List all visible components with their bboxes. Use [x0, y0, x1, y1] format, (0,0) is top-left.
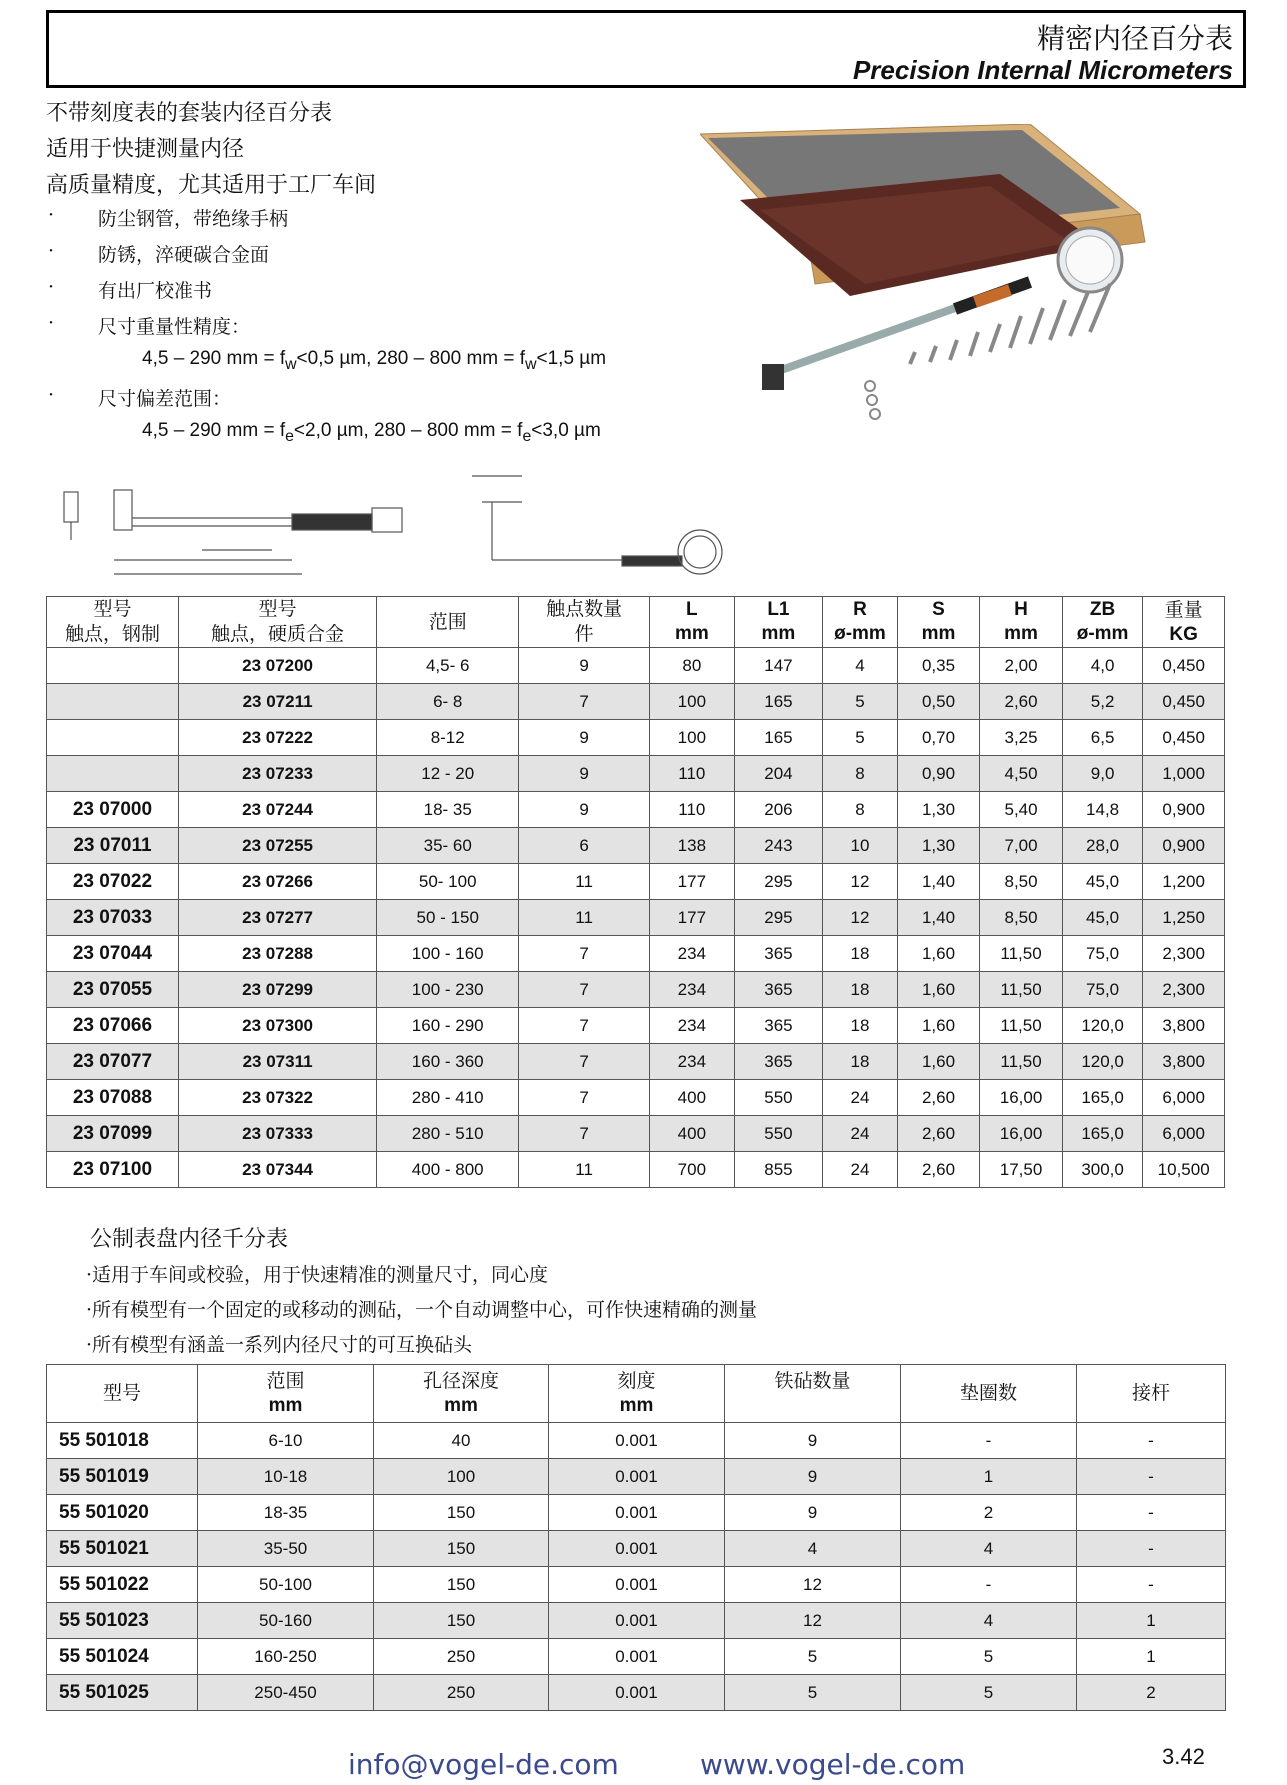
table-cell: 23 07333 [178, 1116, 376, 1152]
table-row [47, 1495, 1226, 1531]
table-cell: 35- 60 [377, 828, 519, 864]
table-cell: 855 [734, 1152, 823, 1188]
table-cell: 7 [519, 1044, 650, 1080]
table-cell: 365 [734, 1044, 823, 1080]
col-header: H mm [980, 597, 1063, 648]
table-cell: 7 [519, 972, 650, 1008]
table-cell: 550 [734, 1116, 823, 1152]
table-cell: 35-50 [198, 1531, 374, 1567]
table-cell: 9 [519, 756, 650, 792]
bullet-item: · 防锈，淬硬碳合金面 [48, 240, 270, 266]
col-header: 型号 触点，硬质合金 [178, 597, 376, 648]
table-cell: 50-160 [198, 1603, 374, 1639]
table-row [47, 828, 1225, 864]
table-cell: 100 - 230 [377, 972, 519, 1008]
table-cell: 9,0 [1062, 756, 1143, 792]
table-cell: 550 [734, 1080, 823, 1116]
table-row [47, 1152, 1225, 1188]
table-cell: 23 07300 [178, 1008, 376, 1044]
table-cell: 204 [734, 756, 823, 792]
table-row [47, 1567, 1226, 1603]
table-cell: 9 [725, 1423, 901, 1459]
table-row [47, 864, 1225, 900]
table-cell: 6,5 [1062, 720, 1143, 756]
footer-website-link[interactable]: www.vogel-de.com [700, 1748, 966, 1781]
table-cell: 55 501025 [47, 1675, 198, 1711]
table-cell: 9 [519, 648, 650, 684]
table-cell: 1,000 [1143, 756, 1225, 792]
table-cell: 0,35 [897, 648, 980, 684]
col-header: 型号 [47, 1365, 198, 1423]
table-cell: 23 07244 [178, 792, 376, 828]
table-cell: 23 07277 [178, 900, 376, 936]
table-cell: 0,450 [1143, 720, 1225, 756]
table-row [47, 648, 1225, 684]
table-cell: 1,60 [897, 1008, 980, 1044]
table-cell: 243 [734, 828, 823, 864]
table-cell: 0,450 [1143, 648, 1225, 684]
table-cell: 9 [725, 1495, 901, 1531]
table-row [47, 756, 1225, 792]
table-cell: 12 [725, 1567, 901, 1603]
col-header: L1 mm [734, 597, 823, 648]
table-cell [47, 756, 179, 792]
table-cell: 18- 35 [377, 792, 519, 828]
table-cell: 55 501019 [47, 1459, 198, 1495]
table-row [47, 1044, 1225, 1080]
table-row [47, 1531, 1226, 1567]
table-cell: 165 [734, 684, 823, 720]
table-cell: 18 [823, 1044, 898, 1080]
table-cell: 1,40 [897, 864, 980, 900]
table-cell: 150 [374, 1567, 549, 1603]
table-cell: 0,900 [1143, 792, 1225, 828]
table-cell: 55 501021 [47, 1531, 198, 1567]
table-cell: 1,60 [897, 1044, 980, 1080]
table-cell: 365 [734, 1008, 823, 1044]
table-cell: 23 07044 [47, 936, 179, 972]
table-cell: 5 [725, 1675, 901, 1711]
table-cell: 1,60 [897, 936, 980, 972]
table-cell: 75,0 [1062, 936, 1143, 972]
table-cell: 1,60 [897, 972, 980, 1008]
table-cell: 6,000 [1143, 1080, 1225, 1116]
table-cell: 100 [650, 684, 735, 720]
table-cell: 23 07288 [178, 936, 376, 972]
table-cell: 5 [901, 1675, 1077, 1711]
intro-line-1: 适用于快捷测量内径 [46, 137, 245, 162]
table-cell: 295 [734, 900, 823, 936]
intro-title: 不带刻度表的套装内径百分表 [46, 101, 333, 126]
table-cell: 12 [725, 1603, 901, 1639]
table-cell: 9 [519, 720, 650, 756]
table-cell: - [901, 1567, 1077, 1603]
section2 [86, 1222, 758, 1365]
table-cell: 12 - 20 [377, 756, 519, 792]
table-cell: 120,0 [1062, 1008, 1143, 1044]
table-cell: 8-12 [377, 720, 519, 756]
table-cell: 11,50 [980, 972, 1063, 1008]
table-cell: 2,60 [897, 1080, 980, 1116]
table-row [47, 684, 1225, 720]
table-cell: 50 - 150 [377, 900, 519, 936]
spec-table-2 [46, 1364, 1226, 1711]
table-cell: 2,60 [897, 1152, 980, 1188]
table-cell: 8 [823, 792, 898, 828]
table-cell: 110 [650, 792, 735, 828]
table-cell: 23 07211 [178, 684, 376, 720]
table-cell: 234 [650, 936, 735, 972]
table-row [47, 936, 1225, 972]
table-cell: 3,25 [980, 720, 1063, 756]
table-cell: 250 [374, 1639, 549, 1675]
table-cell: 2 [901, 1495, 1077, 1531]
table-cell: 4,0 [1062, 648, 1143, 684]
table-row [47, 720, 1225, 756]
table-cell: 2,00 [980, 648, 1063, 684]
table-cell: 365 [734, 972, 823, 1008]
table-cell: 295 [734, 864, 823, 900]
table-cell: 2,300 [1143, 972, 1225, 1008]
col-header: 铁砧数量 [725, 1365, 901, 1423]
table-cell: 3,800 [1143, 1008, 1225, 1044]
table-cell: - [1077, 1531, 1226, 1567]
table-cell: 10 [823, 828, 898, 864]
table-row [47, 1603, 1226, 1639]
table-cell: 23 07344 [178, 1152, 376, 1188]
bullet-item: · 尺寸偏差范围： [48, 384, 232, 410]
table-row [47, 792, 1225, 828]
section2-point: ·所有模型有一个固定的或移动的测砧，一个自动调整中心，可作快速精确的测量 [86, 1299, 758, 1321]
table-cell: 138 [650, 828, 735, 864]
col-header: 重量 KG [1143, 597, 1225, 648]
table-cell: 14,8 [1062, 792, 1143, 828]
section2-title: 公制表盘内径千分表 [90, 1227, 289, 1252]
table-cell: 7,00 [980, 828, 1063, 864]
table-cell: 0.001 [549, 1639, 725, 1675]
table-cell: 7 [519, 1116, 650, 1152]
table-cell: 7 [519, 936, 650, 972]
table-cell: 6 [519, 828, 650, 864]
table1-header-row [47, 597, 1225, 648]
table-cell: 11,50 [980, 1008, 1063, 1044]
table-cell: 280 - 410 [377, 1080, 519, 1116]
table-cell: 160 - 290 [377, 1008, 519, 1044]
table-cell: 120,0 [1062, 1044, 1143, 1080]
table-cell: 177 [650, 864, 735, 900]
table-cell: 0,450 [1143, 684, 1225, 720]
table-row [47, 900, 1225, 936]
table-cell: 8 [823, 756, 898, 792]
table-cell: 0,70 [897, 720, 980, 756]
bullet-item: · 防尘钢管，带绝缘手柄 [48, 204, 289, 230]
table-cell: 7 [519, 684, 650, 720]
table-cell: 165,0 [1062, 1116, 1143, 1152]
table-cell: 23 07077 [47, 1044, 179, 1080]
table-cell: 12 [823, 900, 898, 936]
table-cell: 0.001 [549, 1675, 725, 1711]
col-header: 刻度 mm [549, 1365, 725, 1423]
table-cell: 11,50 [980, 1044, 1063, 1080]
table-row [47, 1423, 1226, 1459]
table-cell: 400 [650, 1080, 735, 1116]
table-cell: 0.001 [549, 1531, 725, 1567]
table-row [47, 1639, 1226, 1675]
bullet-item: · 有出厂校准书 [48, 276, 213, 302]
table-cell: 1,30 [897, 792, 980, 828]
table-cell [47, 648, 179, 684]
table-cell: 23 07055 [47, 972, 179, 1008]
table-cell: 147 [734, 648, 823, 684]
table-cell: 5 [823, 684, 898, 720]
table-cell: 4 [901, 1603, 1077, 1639]
table-cell: 0,90 [897, 756, 980, 792]
table-cell: 80 [650, 648, 735, 684]
table-cell: 4,50 [980, 756, 1063, 792]
table-row [47, 1080, 1225, 1116]
table-cell: 24 [823, 1152, 898, 1188]
header-box [46, 10, 1246, 88]
table-cell: 300,0 [1062, 1152, 1143, 1188]
table-cell: 6-10 [198, 1423, 374, 1459]
table-cell: 55 501024 [47, 1639, 198, 1675]
col-header: 孔径深度 mm [374, 1365, 549, 1423]
table-cell: 9 [519, 792, 650, 828]
col-header: 接杆 [1077, 1365, 1226, 1423]
table-cell [47, 720, 179, 756]
table-cell: 150 [374, 1495, 549, 1531]
table-cell: 9 [725, 1459, 901, 1495]
table-cell: 100 [374, 1459, 549, 1495]
intro-line-2: 高质量精度，尤其适用于工厂车间 [46, 173, 377, 198]
table-cell: 55 501018 [47, 1423, 198, 1459]
table-cell: 7 [519, 1080, 650, 1116]
col-header: ZB ø-mm [1062, 597, 1143, 648]
table-cell: 5 [823, 720, 898, 756]
table-cell: 0.001 [549, 1459, 725, 1495]
table-cell: 23 07099 [47, 1116, 179, 1152]
table-cell: 400 [650, 1116, 735, 1152]
table-cell: - [1077, 1423, 1226, 1459]
table-cell: 10,500 [1143, 1152, 1225, 1188]
technical-drawing-1 [52, 470, 422, 590]
table-cell: 11 [519, 864, 650, 900]
table-cell: 234 [650, 1008, 735, 1044]
table-row [47, 1675, 1226, 1711]
table-cell: 4,5- 6 [377, 648, 519, 684]
table-cell: 1 [1077, 1639, 1226, 1675]
table-cell: 3,800 [1143, 1044, 1225, 1080]
table-cell: 5 [725, 1639, 901, 1675]
table-cell: 11 [519, 900, 650, 936]
table-cell: 1,30 [897, 828, 980, 864]
table-cell: 18 [823, 972, 898, 1008]
table-cell: 23 07311 [178, 1044, 376, 1080]
table-cell: 16,00 [980, 1116, 1063, 1152]
table-cell: 4 [823, 648, 898, 684]
col-header: 垫圈数 [901, 1365, 1077, 1423]
table-cell: 160-250 [198, 1639, 374, 1675]
table-cell: 100 - 160 [377, 936, 519, 972]
table-cell: 18-35 [198, 1495, 374, 1531]
table-cell: - [1077, 1495, 1226, 1531]
table-cell: 12 [823, 864, 898, 900]
table-cell: 0.001 [549, 1567, 725, 1603]
table-cell: 1 [901, 1459, 1077, 1495]
table-cell: 150 [374, 1531, 549, 1567]
table-cell: 2 [1077, 1675, 1226, 1711]
table-cell: 40 [374, 1423, 549, 1459]
table-cell: 16,00 [980, 1080, 1063, 1116]
table-cell: 280 - 510 [377, 1116, 519, 1152]
table-cell: 23 07066 [47, 1008, 179, 1044]
table-cell: 1,200 [1143, 864, 1225, 900]
col-header: 型号 触点，钢制 [47, 597, 179, 648]
table-cell: 6,000 [1143, 1116, 1225, 1152]
table-row [47, 1459, 1226, 1495]
table-cell: 28,0 [1062, 828, 1143, 864]
table-cell: 8,50 [980, 864, 1063, 900]
table-cell: 23 07233 [178, 756, 376, 792]
col-header: R ø-mm [823, 597, 898, 648]
table-cell: 11 [519, 1152, 650, 1188]
table-cell: 17,50 [980, 1152, 1063, 1188]
table-cell: 250-450 [198, 1675, 374, 1711]
table-cell: 234 [650, 1044, 735, 1080]
table-cell: 1,250 [1143, 900, 1225, 936]
bullet-item: · 尺寸重量性精度： [48, 312, 251, 338]
col-header: 范围 mm [198, 1365, 374, 1423]
table-cell: 5 [901, 1639, 1077, 1675]
table-cell: 7 [519, 1008, 650, 1044]
table-cell: 160 - 360 [377, 1044, 519, 1080]
formula-fw: 4,5 – 290 mm = $f_w<0,5$ µm, 280 – 800 mm = $f_w<1,5$ µm [142, 348, 607, 373]
table-cell: 45,0 [1062, 900, 1143, 936]
table-cell: 75,0 [1062, 972, 1143, 1008]
table-cell: 0.001 [549, 1495, 725, 1531]
table-row [47, 1008, 1225, 1044]
table-cell: 0,50 [897, 684, 980, 720]
table-cell: 2,300 [1143, 936, 1225, 972]
table-cell: 2,60 [980, 684, 1063, 720]
intro-section [46, 96, 686, 456]
table-cell: 100 [650, 720, 735, 756]
table-cell: 250 [374, 1675, 549, 1711]
table-cell: 23 07222 [178, 720, 376, 756]
table-cell [47, 684, 179, 720]
table-cell: 0.001 [549, 1423, 725, 1459]
table-cell: 23 07299 [178, 972, 376, 1008]
table-cell: 55 501020 [47, 1495, 198, 1531]
header-title-cn: 精密内径百分表 [1036, 22, 1233, 55]
table-cell: - [901, 1423, 1077, 1459]
table-cell: 1,40 [897, 900, 980, 936]
table-cell: 23 07088 [47, 1080, 179, 1116]
table-cell: 50- 100 [377, 864, 519, 900]
page-number: 3.42 [1162, 1744, 1205, 1769]
table-cell: 700 [650, 1152, 735, 1188]
table-cell: 23 07322 [178, 1080, 376, 1116]
col-header: 范围 [377, 597, 519, 648]
table-cell: 55 501022 [47, 1567, 198, 1603]
table-row [47, 972, 1225, 1008]
table-cell: 4 [725, 1531, 901, 1567]
table-cell: 23 07011 [47, 828, 179, 864]
table-cell: 0.001 [549, 1603, 725, 1639]
technical-drawing-2 [462, 462, 732, 590]
table-cell: 24 [823, 1080, 898, 1116]
product-photo [700, 124, 1150, 430]
table-cell: - [1077, 1567, 1226, 1603]
table-cell: 5,2 [1062, 684, 1143, 720]
table-cell: 23 07255 [178, 828, 376, 864]
table-cell: 23 07100 [47, 1152, 179, 1188]
table-row [47, 1116, 1225, 1152]
col-header: L mm [650, 597, 735, 648]
table-cell: - [1077, 1459, 1226, 1495]
table-cell: 11,50 [980, 936, 1063, 972]
col-header: 触点数量 件 [519, 597, 650, 648]
table-cell: 23 07000 [47, 792, 179, 828]
table-cell: 50-100 [198, 1567, 374, 1603]
table-cell: 110 [650, 756, 735, 792]
table-cell: 8,50 [980, 900, 1063, 936]
table-cell: 23 07033 [47, 900, 179, 936]
col-header: S mm [897, 597, 980, 648]
table-cell: 55 501023 [47, 1603, 198, 1639]
table-cell: 400 - 800 [377, 1152, 519, 1188]
footer-email-link[interactable]: info@vogel-de.com [348, 1748, 619, 1781]
formula-fe: 4,5 – 290 mm = $f_e<2,0$ µm, 280 – 800 mm = $f_e<3,0$ µm [142, 420, 601, 445]
table-cell: 165 [734, 720, 823, 756]
table-cell: 24 [823, 1116, 898, 1152]
table-cell: 206 [734, 792, 823, 828]
section2-point: ·所有模型有涵盖一系列内径尺寸的可互换砧头 [86, 1334, 473, 1356]
table-cell: 150 [374, 1603, 549, 1639]
table-cell: 165,0 [1062, 1080, 1143, 1116]
table2-header-row [47, 1365, 1226, 1423]
table-cell: 18 [823, 1008, 898, 1044]
table-cell: 23 07022 [47, 864, 179, 900]
table-cell: 23 07200 [178, 648, 376, 684]
table-cell: 5,40 [980, 792, 1063, 828]
table-cell: 18 [823, 936, 898, 972]
table-cell: 4 [901, 1531, 1077, 1567]
table-cell: 0,900 [1143, 828, 1225, 864]
table-cell: 2,60 [897, 1116, 980, 1152]
table-cell: 45,0 [1062, 864, 1143, 900]
table-cell: 23 07266 [178, 864, 376, 900]
spec-table-1 [46, 596, 1225, 1188]
table-cell: 365 [734, 936, 823, 972]
header-title-en: Precision Internal Micrometers [852, 55, 1233, 85]
table-cell: 10-18 [198, 1459, 374, 1495]
table-cell: 234 [650, 972, 735, 1008]
table-cell: 1 [1077, 1603, 1226, 1639]
table-cell: 177 [650, 900, 735, 936]
table-cell: 6- 8 [377, 684, 519, 720]
section2-point: ·适用于车间或校验，用于快速精准的测量尺寸，同心度 [86, 1264, 549, 1286]
